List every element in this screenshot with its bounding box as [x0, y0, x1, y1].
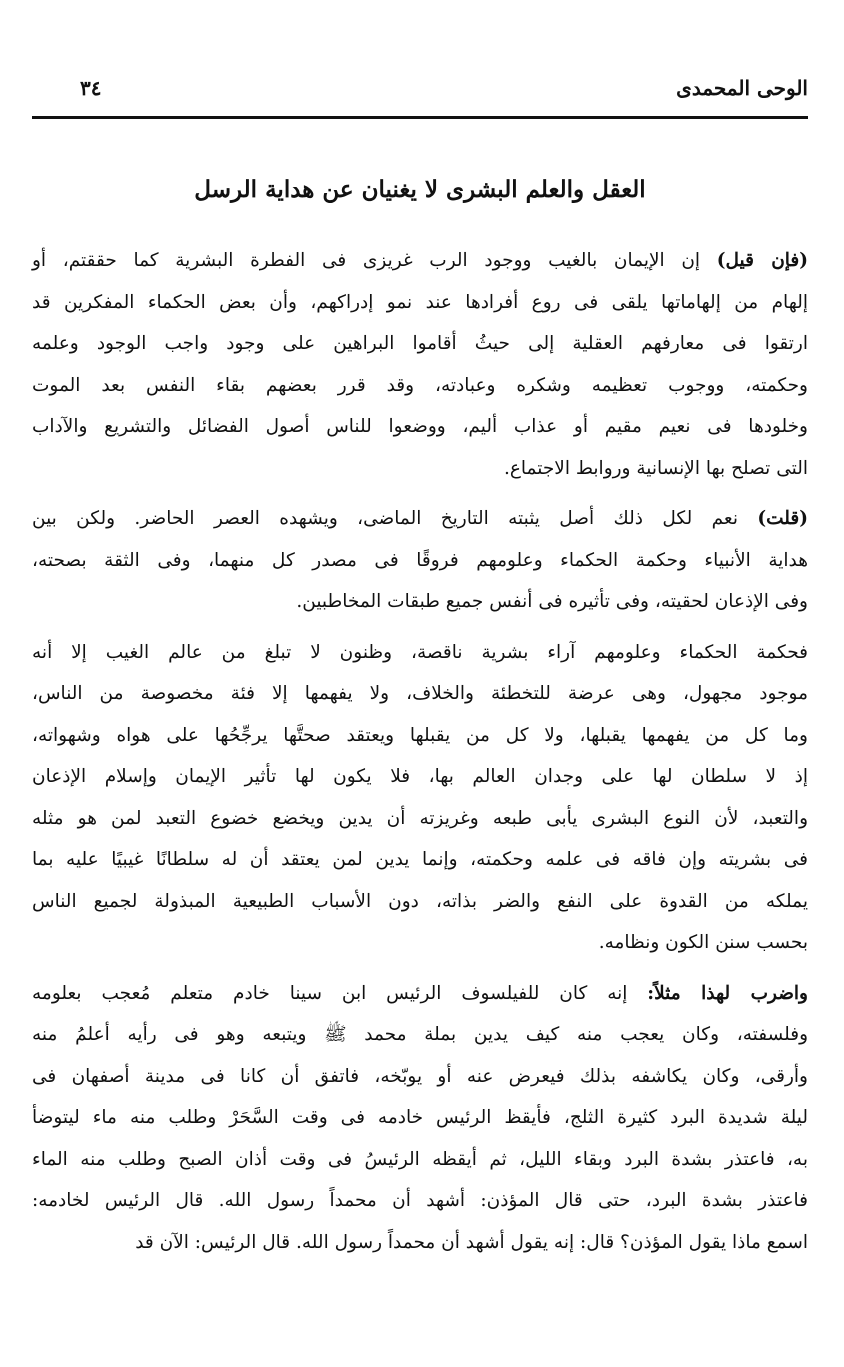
text-line — [32, 448, 808, 490]
running-header — [32, 72, 808, 114]
text-line — [32, 673, 808, 715]
text-line — [32, 406, 808, 448]
text-line — [32, 498, 808, 540]
text-line — [32, 798, 808, 840]
text-line — [32, 839, 808, 881]
paragraph — [32, 632, 808, 964]
line-text: هداية الأنبياء وحكمة الحكماء وعلومهم فروقًا فى مصدر كل منهما، وفى الثقة بصحته، — [32, 549, 808, 571]
line-text: ليلة شديدة البرد كثيرة الثلج، فأيقظ الرئيس خادمه فى وقت السَّحَرْ وطلب منه ماء ليتوضأ — [32, 1107, 808, 1128]
text-line — [32, 1097, 808, 1139]
text-line — [32, 282, 808, 324]
text-line — [32, 922, 808, 964]
line-text: به، فاعتذر بشدة البرد وبقاء الليل، ثم أيقظه الرئيسُ فى وقت أذان الصبح وطلب منه الماء — [32, 1148, 808, 1170]
text-line — [32, 1222, 808, 1264]
line-text: إلهام من إلهاماتها يلقى فى روع أفرادها عند نمو إدراكهم، وأن بعض الحكماء المفكرين قد — [32, 291, 808, 313]
text-line — [32, 1014, 808, 1056]
paragraph — [32, 973, 808, 1264]
paragraph — [32, 240, 808, 489]
line-text: وفى الإذعان لحقيته، وفى تأثيره فى أنفس جميع طبقات المخاطبين. — [296, 591, 808, 612]
text-line — [32, 973, 808, 1015]
line-text: التى تصلح بها الإنسانية وروابط الاجتماع. — [504, 457, 808, 479]
line-text: يملكه من القدوة على النفع والضر بذاته، دون الأسباب الطبيعية المبذولة لجميع الناس — [32, 890, 808, 912]
line-text: نعم لكل ذلك أصل يثبته التاريخ الماضى، ويشهده العصر الحاضر. ولكن بين — [32, 508, 738, 529]
paragraph-lead: (قلت) — [757, 508, 808, 529]
text-line — [32, 240, 808, 282]
header-rule — [32, 116, 808, 119]
text-line — [32, 581, 808, 623]
line-text: وحكمته، ووجوب تعظيمه وشكره وعبادته، وقد قرر بعضهم بقاء النفس بعد الموت — [32, 374, 808, 396]
paragraph-lead: واضرب لهذا مثلاً: — [647, 982, 808, 1004]
text-line — [32, 1056, 808, 1098]
body-text — [32, 240, 808, 1272]
text-line — [32, 323, 808, 365]
line-text: إذ لا سلطان لها على وجدان العالم بها، فلا يكون لها تأثير الإيمان وإسلام الإذعان — [32, 766, 808, 787]
line-text: إنه كان للفيلسوف الرئيس ابن سينا خادم متعلم مُعجب بعلومه — [32, 982, 628, 1004]
line-text: وفلسفته، وكان يعجب منه كيف يدين بملة محمد ﷺ ويتبعه وهو فى رأيه أعلمُ منه — [32, 1024, 808, 1045]
line-text: بحسب سنن الكون ونظامه. — [598, 932, 808, 953]
text-line — [32, 1139, 808, 1181]
text-line — [32, 756, 808, 798]
paragraph-lead: (فإن قيل) — [716, 250, 809, 271]
line-text: وأرقى، وكان يكاشفه بذلك فيعرض عنه أو يوبّخه، فاتفق أن كانا فى مدينة أصفهان فى — [32, 1065, 808, 1087]
page-number: ٣٤ — [80, 76, 102, 100]
line-text: فاعتذر بشدة البرد، حتى قال المؤذن: أشهد أن محمداً رسول الله. قال الرئيس لخادمه: — [32, 1190, 808, 1211]
line-text: وخلودها فى نعيم مقيم أو عذاب أليم، ووضعوا للناس أصول الفضائل والتشريع والآداب — [32, 416, 808, 437]
line-text: فحكمة الحكماء وعلومهم آراء بشرية ناقصة، وظنون لا تبلغ من عالم الغيب إلا أنه — [32, 641, 808, 663]
text-line — [32, 715, 808, 757]
text-line — [32, 881, 808, 923]
text-line — [32, 1180, 808, 1222]
line-text: موجود مجهول، وهى عرضة للتخطئة والخلاف، ولا يفهمها إلا فئة مخصوصة من الناس، — [32, 683, 808, 704]
line-text: إن الإيمان بالغيب ووجود الرب غريزى فى الفطرة البشرية كما حققتم، أو — [32, 250, 701, 271]
line-text: ارتقوا فى معارفهم العقلية إلى حيثُ أقاموا البراهين على وجود واجب الوجود وعلمه — [32, 333, 808, 354]
text-line — [32, 540, 808, 582]
text-line — [32, 632, 808, 674]
book-title: الوحى المحمدى — [676, 76, 808, 100]
paragraph — [32, 498, 808, 623]
line-text: وما كل من يفهمها يقبلها، ولا كل من يقبلها ويعتقد صحتَّها يرجِّحُها على هواه وشهواته، — [32, 724, 808, 746]
line-text: والتعبد، لأن النوع البشرى يأبى طبعه وغريزته أن يدين ويخضع خضوع التعبد لمن هو مثله — [32, 807, 808, 829]
section-title: العقل والعلم البشرى لا يغنيان عن هداية الرسل — [194, 176, 646, 203]
line-text: اسمع ماذا يقول المؤذن؟ قال: إنه يقول أشهد أن محمداً رسول الله. قال الرئيس: الآن قد — [135, 1231, 808, 1253]
text-line — [32, 365, 808, 407]
line-text: فى بشريته وإن فاقه فى علمه وحكمته، وإنما يدين لمن يعتقد أن له سلطانًا غيبيًا عليه بما — [32, 849, 808, 870]
